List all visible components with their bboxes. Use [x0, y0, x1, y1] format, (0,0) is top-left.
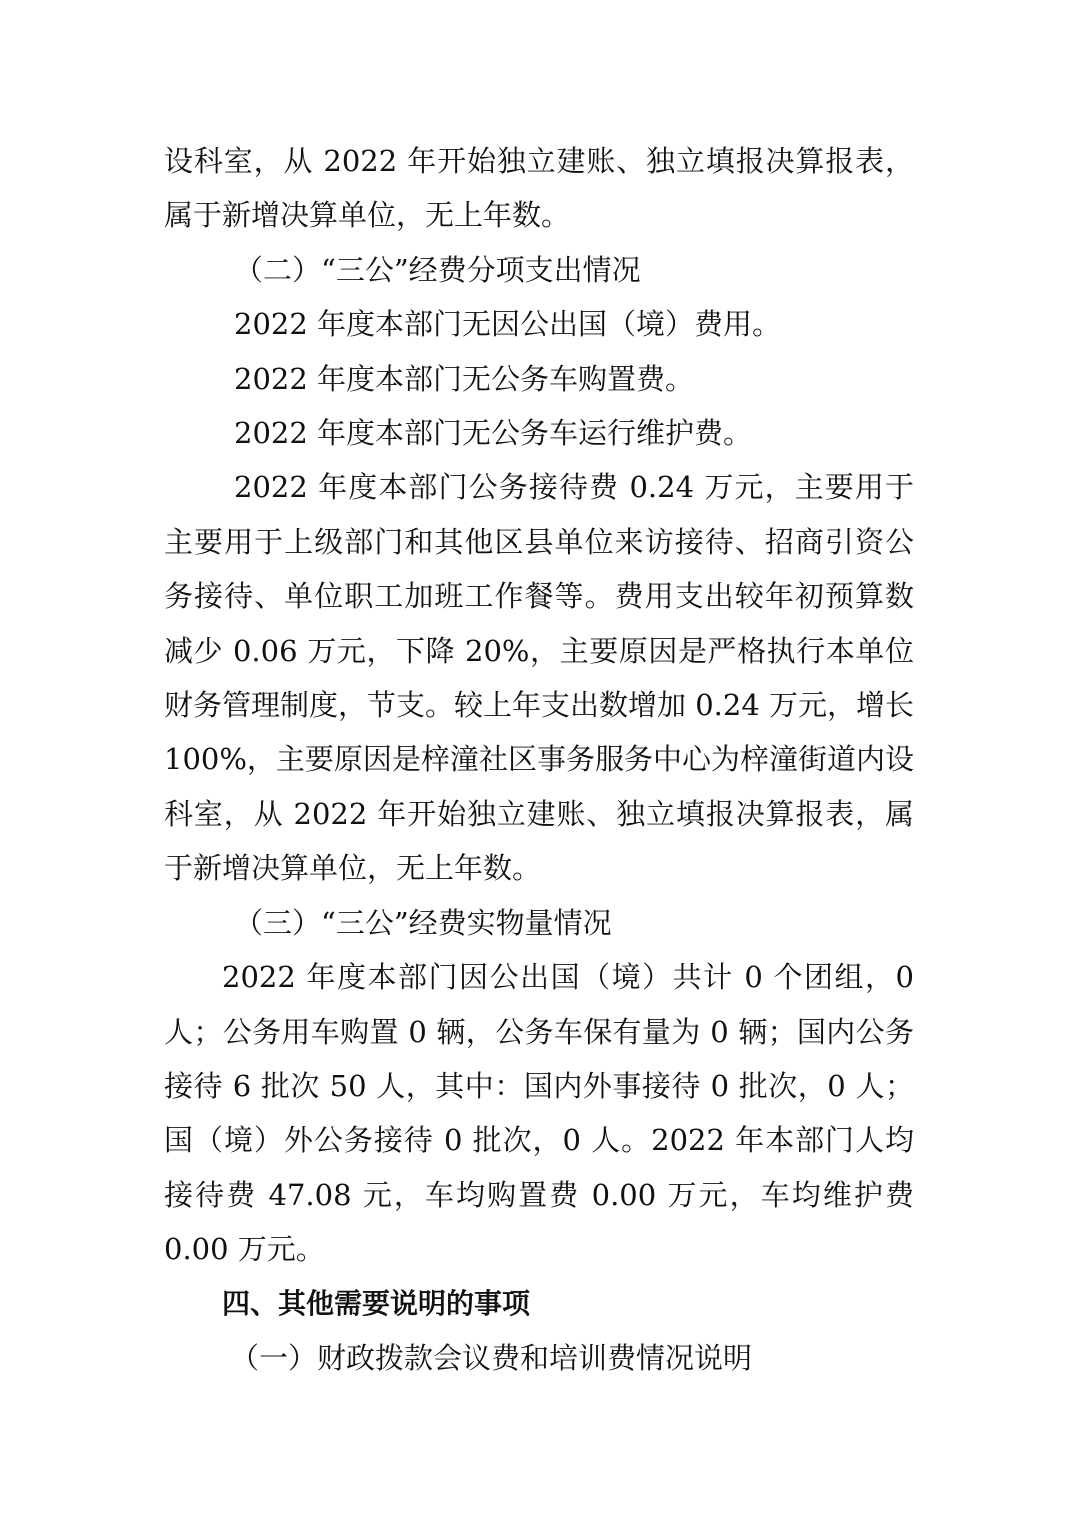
paragraph-continued: 设科室，从 2022 年开始独立建账、独立填报决算报表，属于新增决算单位，无上年数。	[164, 144, 914, 233]
section-heading-4-1: （一）财政拨款会议费和培训费情况说明	[230, 1340, 753, 1375]
document-page	[164, 134, 914, 1385]
section-heading-4: 四、其他需要说明的事项	[222, 1286, 531, 1320]
paragraph-physical-quantity: 2022 年度本部门因公出国（境）共计 0 个团组，0 人；公务用车购置 0 辆，公务车保有量为 0 辆；国内公务接待 6 批次 50 人，其中：国内外事接待 0 批次，0 人；国（境）外公务接待 0 批次，0 人。2022 年本部门人均接待费 47.08 元，车均购置费 0.00 万元，车均维护费 0.00 万元。	[164, 960, 914, 1267]
paragraph-reception-fee: 2022 年度本部门公务接待费 0.24 万元，主要用于主要用于上级部门和其他区县单位来访接待、招商引资公务接待、单位职工加班工作餐等。费用支出较年初预算数减少 0.06 万元，下降 20%，主要原因是严格执行本单位财务管理制度，节支。较上年支出数增加 0.24 万元，增长 100%，主要原因是梓潼社区事务服务中心为梓潼街道内设科室，从 2022 年开始独立建账、独立填报决算报表，属于新增决算单位，无上年数。	[164, 470, 915, 886]
paragraph-no-vehicle-maintenance: 2022 年度本部门无公务车运行维护费。	[234, 416, 753, 451]
paragraph-no-vehicle-purchase: 2022 年度本部门无公务车购置费。	[234, 361, 695, 396]
section-heading-2: （二）“三公”经费分项支出情况	[234, 252, 641, 287]
section-heading-3: （三）“三公”经费实物量情况	[234, 905, 612, 940]
paragraph-no-travel: 2022 年度本部门无因公出国（境）费用。	[234, 307, 782, 342]
